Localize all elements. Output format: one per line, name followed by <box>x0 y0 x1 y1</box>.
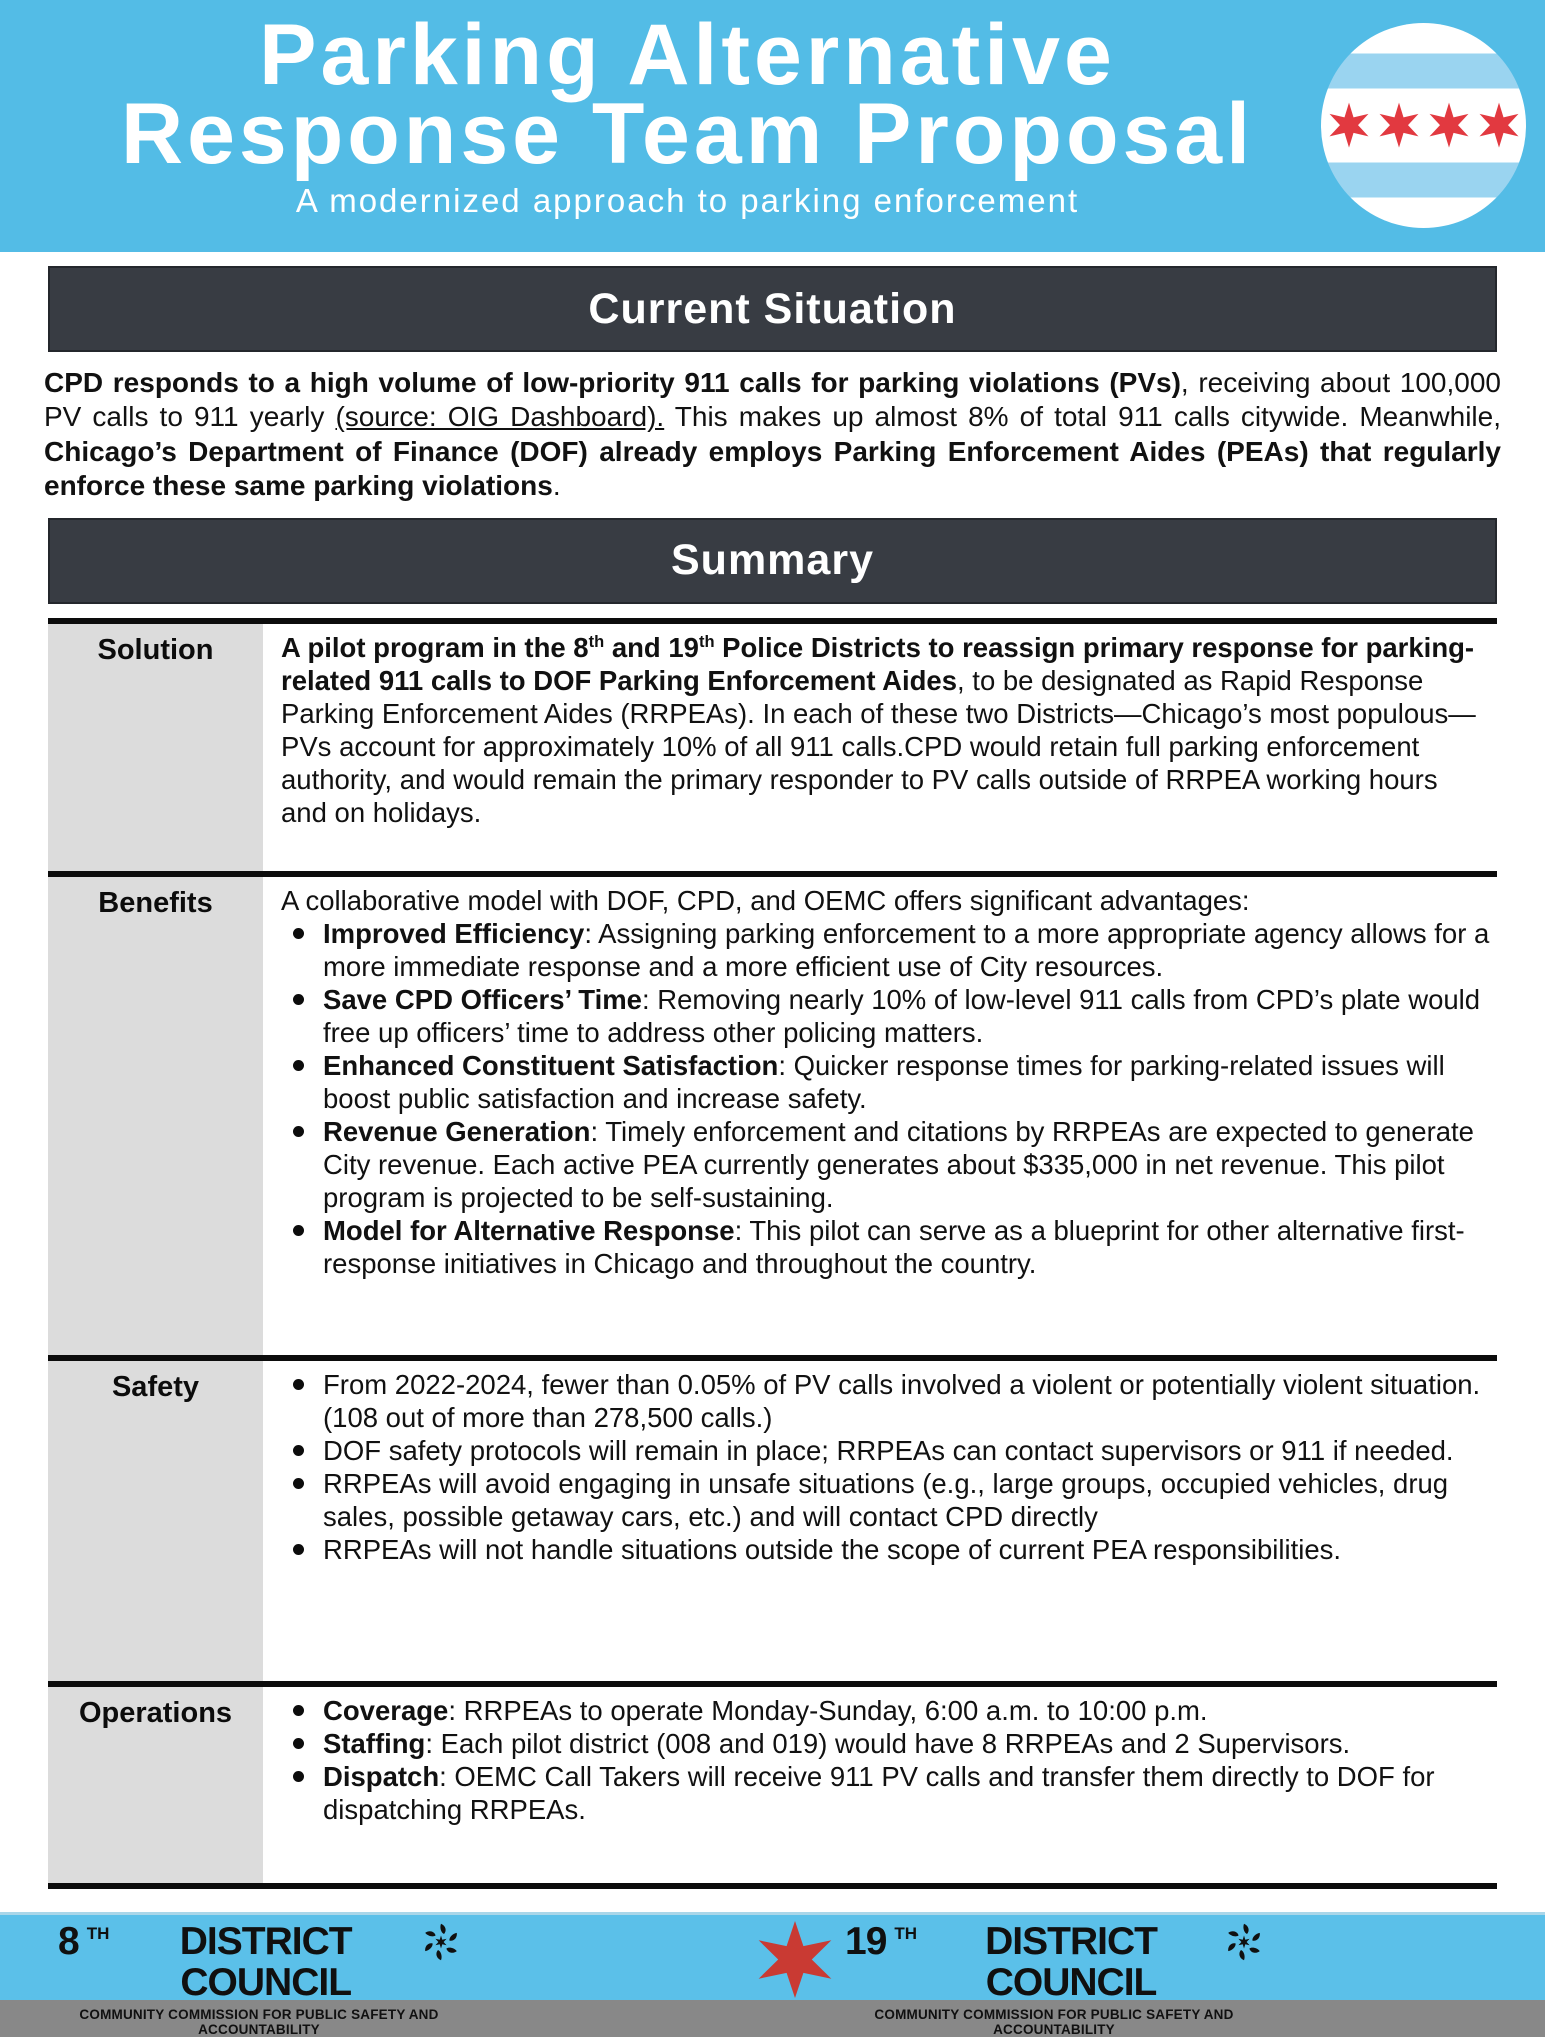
page-title-line1: Parking Alternative <box>259 7 1116 103</box>
district-ordinal: TH <box>894 1924 918 1943</box>
chicago-star-icon <box>1325 102 1373 147</box>
row-paragraph: A pilot program in the 8th and 19th Police Districts to reassign primary response for parking-related 911 calls to DOF Parking Enforcement Aides, to be designated as Rapid Response Parking Enforcement Aides (RRPEAs). In each of these two Districts—Chicago’s most populous—PVs account for approximately 10% of all 911 calls.CPD would retain full parking enforcement authority, and would remain the primary responder to PV calls outside of RRPEA working hours and on holidays. <box>281 631 1476 828</box>
red-chicago-star-icon <box>753 1921 837 1998</box>
ccpsa-subtitle: COMMUNITY COMMISSION FOR PUBLIC SAFETY AND ACCOUNTABILITY <box>874 2006 1234 2037</box>
district-council-19-block <box>845 1922 1263 2037</box>
bullet-item: Revenue Generation: Timely enforcement and citations by RRPEAs are expected to generate City revenue. Each active PEA currently generates about $335,000 in net revenue. This pilot program is projected to be self-sustaining. <box>281 1115 1491 1214</box>
table-rule <box>48 1883 1497 1889</box>
summary-table <box>48 618 1497 1889</box>
current-situation-paragraph: CPD responds to a high volume of low-priority 911 calls for parking violations (PVs), receiving about 100,000 PV calls to 911 yearly (source: OIG Dashboard). This makes up almost 8% of total 911 calls citywide. Meanwhile, Chicago’s Department of Finance (DOF) already employs Parking Enforcement Aides (PEAs) that regularly enforce these same parking violations. <box>44 367 1501 502</box>
ccpsa-subtitle: COMMUNITY COMMISSION FOR PUBLIC SAFETY AND ACCOUNTABILITY <box>79 2006 439 2037</box>
hero-text <box>0 7 1375 220</box>
bullet-list <box>281 917 1491 1280</box>
bullet-item: DOF safety protocols will remain in place; RRPEAs can contact supervisors or 911 if needed. <box>281 1434 1491 1467</box>
page-title <box>0 7 1375 183</box>
chicago-flag-icon <box>1321 23 1526 228</box>
bullet-item: From 2022-2024, fewer than 0.05% of PV calls involved a violent or potentially violent situation. (108 out of more than 278,500 calls.) <box>281 1368 1491 1434</box>
source-link[interactable]: (source: OIG Dashboard). <box>335 401 665 433</box>
district-council-label: DISTRICT COUNCIL <box>179 1920 352 2004</box>
bullet-item: Enhanced Constituent Satisfaction: Quicker response times for parking-related issues will boost public satisfaction and increase safety. <box>281 1049 1491 1115</box>
bullet-item: Coverage: RRPEAs to operate Monday-Sunday, 6:00 a.m. to 10:00 p.m. <box>281 1694 1491 1727</box>
summary-row-solution <box>48 624 1497 871</box>
bullet-item: RRPEAs will avoid engaging in unsafe situations (e.g., large groups, occupied vehicles, drug sales, possible getaway cars, etc.) and will contact CPD directly <box>281 1467 1491 1533</box>
hero-header <box>0 0 1545 252</box>
bullet-list <box>281 1694 1491 1826</box>
chicago-flag-stars <box>1321 102 1526 147</box>
footer <box>0 1912 1545 2037</box>
summary-row-benefits <box>48 877 1497 1355</box>
row-paragraph: A collaborative model with DOF, CPD, and OEMC offers significant advantages: <box>281 884 1250 916</box>
row-label: Safety <box>48 1361 263 1681</box>
district-number: 19 <box>845 1920 887 1963</box>
section-heading-summary: Summary <box>48 518 1497 604</box>
row-label: Solution <box>48 624 263 871</box>
summary-row-safety <box>48 1361 1497 1681</box>
row-label: Operations <box>48 1687 263 1883</box>
row-content <box>263 624 1497 871</box>
ccpsa-star-logo-icon <box>1225 1922 1263 1970</box>
bullet-item: Improved Efficiency: Assigning parking enforcement to a more appropriate agency allows for a more immediate response and a more efficient use of City resources. <box>281 917 1491 983</box>
district-number: 8 <box>58 1920 79 1963</box>
row-content <box>263 1361 1497 1681</box>
page-title-line2: Response Team Proposal <box>120 86 1255 183</box>
chicago-star-icon <box>1425 102 1473 147</box>
row-label: Benefits <box>48 877 263 1355</box>
district-council-label: DISTRICT COUNCIL <box>985 1920 1157 2004</box>
page-subtitle: A modernized approach to parking enforcement <box>295 182 1080 220</box>
bullet-item: Staffing: Each pilot district (008 and 019) would have 8 RRPEAs and 2 Supervisors. <box>281 1727 1491 1760</box>
bullet-item: Save CPD Officers’ Time: Removing nearly 10% of low-level 911 calls from CPD’s plate would free up officers’ time to address other policing matters. <box>281 983 1491 1049</box>
bullet-item: Dispatch: OEMC Call Takers will receive 911 PV calls and transfer them directly to DOF for dispatching RRPEAs. <box>281 1760 1491 1826</box>
ccpsa-star-logo-icon <box>422 1922 460 1970</box>
summary-row-operations <box>48 1687 1497 1883</box>
district-council-8-title <box>58 1922 460 2004</box>
district-council-8-block <box>58 1922 460 2037</box>
bullet-list <box>281 1368 1491 1566</box>
chicago-star-icon <box>1475 102 1523 147</box>
bullet-item: Model for Alternative Response: This pilot can serve as a blueprint for other alternative first-response initiatives in Chicago and throughout the country. <box>281 1214 1491 1280</box>
bullet-item: RRPEAs will not handle situations outside the scope of current PEA responsibilities. <box>281 1533 1491 1566</box>
section-heading-current-situation: Current Situation <box>48 266 1497 352</box>
row-content <box>263 877 1497 1355</box>
district-ordinal: TH <box>86 1924 110 1943</box>
district-council-19-title <box>845 1922 1263 2004</box>
chicago-star-icon <box>1375 102 1423 147</box>
row-content <box>263 1687 1497 1883</box>
